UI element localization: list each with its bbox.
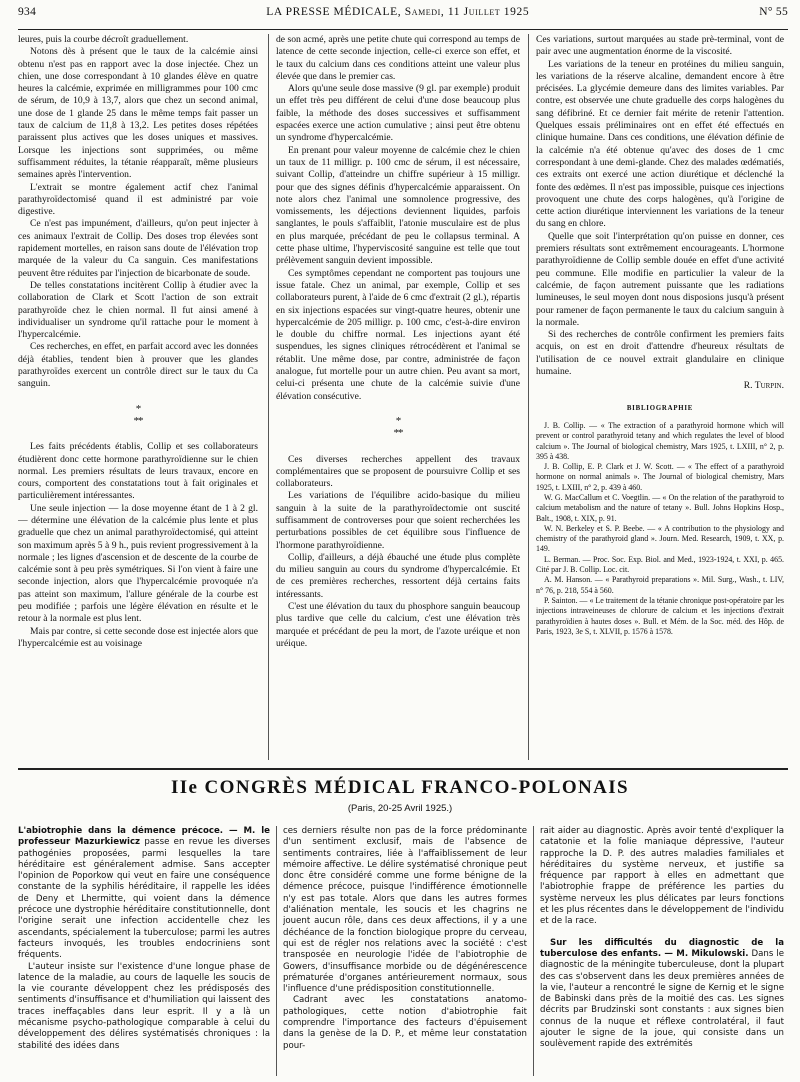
bibliography-entry: W. N. Berkeley et S. P. Beebe. — « A contribution to the physiology and chemistry of the parathyroid gland ». Journ. Med. Research, 1909, t. XX, p. 149.	[536, 523, 784, 554]
bibliography-entry: A. M. Hanson. — « Parathyroid preparations ». Mil. Surg., Wash., t. LIV, n° 76, p. 218, 554 à 560.	[536, 575, 784, 595]
section-ornament: * **	[133, 402, 143, 427]
report-text: passe en revue les diverses pathogénies proposées, parmi lesquelles la tare héréditaire est généralement admise. Sans accepter l'opinion de Poporkow qui veut en faire une conséquence constante de la syphilis héréditaire, il rappelle les idées de Deny et Lhermitte, qui voient dans la démence précoce une dystrophie héréditaire constitutionnelle, dont l'origine serait une infection accidentelle chez les ascendants, spécialement la tuberculose; parmi les autres facteurs invoqués, les troubles endocriniens sont fréquents.	[18, 837, 270, 961]
column-divider	[528, 34, 529, 760]
paragraph: En prenant pour valeur moyenne de calcémie chez le chien un taux de 11 milligr. p. 100 cmc de sérum, il est nécessaire, suivant Collip, d'atteindre un chiffre supérieur à 15 milligr. pour que des signes définis d'hypercalcémie apparaissent. On note alors chez l'animal une somnolence progressive, des vomissements, les déjections deviennent liquides, parfois sanglantes, le pouls s'affaiblit, l'atonie musculaire est de plus en plus marquée, précédant de peu le collapsus terminal. A cette phase ultime, l'hyperviscosité sanguine est telle que tout prélèvement sanguin devient impossible.	[276, 144, 520, 267]
report-lead: L'abiotrophie dans la démence précoce. — M. le professeur Mazurkiewicz	[18, 826, 270, 848]
paragraph: Cadrant avec les constatations anatomo-pathologiques, cette notion d'abiotrophie fait comprendre l'importance des facteurs d'épuisement dans la genèse de la D. P., et même leur constatation pour-	[283, 995, 527, 1051]
paragraph: Les faits précédents établis, Collip et ses collaborateurs étudièrent donc cette hormone parathyroïdienne sur le chien normal. Les premiers résultats de leurs travaux, encore en cours, comportent des constatations tout à fait originales et particulièrement intéressantes.	[18, 441, 258, 502]
column-divider	[268, 34, 269, 760]
report-lead: Sur les difficultés du diagnostic de la tuberculose des enfants. — M. Mikulowski.	[540, 937, 784, 959]
page-header	[18, 6, 788, 28]
paragraph: L'extrait se montre également actif chez l'animal parathyroïdectomisé quand il est administré par voie digestive.	[18, 181, 258, 218]
paragraph	[18, 826, 270, 962]
issue-number: N° 55	[759, 6, 788, 18]
signature-text: R. Turpin.	[743, 380, 784, 392]
paragraph: Ces diverses recherches appellent des travaux complémentaires que se proposent de poursuivre Collip et ses collaborateurs.	[276, 453, 520, 490]
spacer	[540, 928, 784, 938]
column-divider	[533, 826, 534, 1076]
paragraph	[540, 938, 784, 1051]
report-column-2	[283, 826, 527, 1078]
column-divider	[276, 826, 277, 1076]
paragraph: Ces variations, surtout marquées au stade prè-terminal, vont de pair avec une augmentation énorme de la viscosité.	[536, 34, 784, 58]
paragraph: Ces recherches, en effet, en parfait accord avec les données déjà établies, tendent bien à prouver que les glandes parathyroïdes exercent un contrôle direct sur le taux du Ca sanguin.	[18, 341, 258, 390]
article-column-3	[536, 34, 784, 764]
paragraph: Alors qu'une seule dose massive (9 gl. par exemple) produit un effet très peu différent de celui d'une dose beaucoup plus faible, la méthode des doses successives et suffisamment espacées exerce une action cumulative ; ainsi peut être obtenu un syndrome d'hypercalcémie.	[276, 83, 520, 144]
paragraph: Notons dès à présent que le taux de la calcémie ainsi obtenu n'est pas en rapport avec la dose injectée. Chez un chien, une dose correspondant à 10 glandes élève en quatre heures la calcémie, exprimée en milligrammes pour 100 cmc de sérum, de 10,9 à 13,7, alors que chez un second animal, une dose de 1 glande 25 dans le même temps fait passer un taux de calcium de 11,8 à 13,2. Les petites doses répétées paraissent plus actives que les doses uniques et massives. Lorsque les injections sont supprimées, ou même suffisamment réduites, la tétanie réapparaît, même plusieurs semaines après l'intervention.	[18, 46, 258, 181]
section-rule	[18, 768, 788, 770]
congress-subtitle: (Paris, 20-25 Avril 1925.)	[347, 803, 453, 814]
author-signature	[536, 380, 784, 392]
paragraph: Quelle que soit l'interprétation qu'on puisse en donner, ces premiers résultats sont extrêmement encourageants. L'hormone parathyroïdienne de Collip semble douée en effet d'une activité peu commune. Elle modifie en particulier la valeur de la calcémie, de façon autrement puissante que les radiations lumineuses, le seul moyen dont nous disposions jusqu'à présent pour ramener de façon permanente le taux du calcium sanguin à la normale.	[536, 230, 784, 328]
bibliography-list	[536, 421, 784, 637]
bibliography-entry: P. Sainton. — « Le traitement de la tétanie chronique post-opératoire par les injections intraveineuses de chlorure de calcium et les injections d'extrait parathyroïdien à hautes doses ». Bull. et Mém. de la Soc. méd. des Hôp. de Paris, 1923, 3e S, t. XLVII, p. 1576 à 1578.	[536, 595, 784, 636]
paragraph: Les variations de la teneur en protéines du milieu sanguin, les variations de la réserve alcaline, demandent encore à être précisées. La glycémie demeure dans des limites variables. Par contre, est observée une chute graduelle des corps halogènes du sang défibriné. Et ce dernier fait mérite de retenir l'attention. Quelques essais préliminaires ont en effet été effectués en clinique humaine. Dans ces conditions, une élévation définie de la calcémie n'a été obtenue qu'avec des doses de 1 cmc correspondant à une demi-glande. Chez des malades œdématiés, ces extraits ont exercé une action diurétique et déclenché la fonte des œdèmes. Il n'est pas impossible, puisque ces injections provoquent une chute des corps halogènes, qu'à l'origine de cette action diurétique interviennent les variations de la teneur du sang en chlore.	[536, 58, 784, 230]
paragraph: Si des recherches de contrôle confirment les premiers faits acquis, on est en droit d'attendre d'heureux résultats de l'utilisation de ce nouvel extrait glandulaire en clinique humaine.	[536, 329, 784, 378]
paragraph: Mais par contre, si cette seconde dose est injectée alors que l'hypercalcémie est au voisinage	[18, 625, 258, 649]
header-rule	[18, 29, 788, 30]
paragraph: De telles constatations incitèrent Collip à étudier avec la collaboration de Clark et Scott l'action de son extrait parathyroïde chez le chien normal. Il fut ainsi amené à individualiser un syndrome qu'il rattache pour le moment à l'hypercalcémie.	[18, 279, 258, 341]
congress-title: IIe CONGRÈS MÉDICAL FRANCO-POLONAIS	[170, 777, 630, 798]
paragraph: Ce n'est pas impunément, d'ailleurs, qu'on peut injecter à ces animaux l'extrait de Collip. Des doses trop élevées sont rapidement mortelles, en raison sans doute de l'élévation trop marquée de la valeur du Ca sanguin. Ces manifestations peuvent être réduites par l'injection de bicarbonate de soude.	[18, 218, 258, 279]
report-column-1	[18, 826, 270, 1078]
article-column-2	[276, 34, 520, 764]
bibliography-title: BIBLIOGRAPHIE	[626, 404, 694, 412]
paragraph: rait aider au diagnostic. Après avoir tenté d'expliquer la catatonie et la folie maniaque dépressive, l'auteur rapproche la D. P. des autres maladies familiales et héréditaires du système nerveux, et justifie sa fréquence par rapport à elles en admettant que l'abiotrophie frappe de préférence les parties du système nerveux les plus délicates par leurs fonctions et les plus récentes dans le développement de l'individu et de la race.	[540, 826, 784, 927]
page-number: 934	[18, 6, 37, 18]
bibliography-entry: J. B. Collip. — « The extraction of a parathyroid hormone which will prevent or control parathyroid tetany and which regulates the level of blood calcium ». The Journal of biological chemistry, Mars 1925, t. LXIII, n° 2, p. 395 à 438.	[536, 420, 784, 461]
paragraph: C'est une élévation du taux du phosphore sanguin beaucoup plus tardive que celle du calcium, c'est une élévation très marquée et précédant de peu la mort, de l'azote uréique et non uréique.	[276, 601, 520, 649]
paragraph: Une seule injection — la dose moyenne étant de 1 à 2 gl. — détermine une élévation de la calcémie plus lente et plus graduelle que chez un animal parathyroïdectomisé, qui atteint son maximum après 5 à 9 h., puis revient progressivement à la normale ; les lignes d'ascension et de descente de la courbe de calcémie sont à peu près symétriques. Si l'on vient à faire une seconde injection, alors que l'hypercalcémie provoquée n'a pas atteint son maximum, l'allure générale de la courbe est peu modifiée ; parfois une légère élévation en résulte et le retour à la normale est plus lent.	[18, 502, 258, 625]
report-column-3	[540, 826, 784, 1078]
section-ornament: * **	[393, 414, 403, 440]
paragraph: ces derniers résulte non pas de la force prédominante d'un sentiment exclusif, mais de l'absence de sentiments contraires, liée à l'affaiblissement de leur mémoire affective. Le délire systématisé chronique peut donc être considéré comme une forme bénigne de la démence précoce, puisque l'indifférence émotionnelle n'y est pas totale. Alors que dans les autres formes d'aliénation mentale, les soucis et les chagrins ne jouent aucun rôle, dans ces deux affections, il y a une déchéance de la fonction biologique propre du cerveau, qui est de régler nos relations avec la société : c'est transposée en neurologie l'idée de l'abiotrophie de Gowers, d'insuffisance morbide ou de dégénérescence prématurée d'organes antérieurement normaux, sous l'influence d'une prédisposition constitutionnelle.	[283, 826, 527, 995]
bibliography-entry: L. Berman. — Proc. Soc. Exp. Biol. and Med., 1923-1924, t. XXI, p. 465. Cité par J. B. Collip. Loc. cit.	[536, 554, 784, 575]
paragraph: leures, puis la courbe décroît graduellement.	[18, 34, 189, 45]
bibliography-entry: J. B. Collip, E. P. Clark et J. W. Scott. — « The effect of a parathyroid hormone on normal animals ». The Journal of biological chemistry, Mars 1925, t. LXIII, n° 2, p. 439 à 460.	[536, 462, 784, 492]
paragraph: L'auteur insiste sur l'existence d'une longue phase de latence de la maladie, au cours de laquelle les soucis de la vie courante développent chez les prédisposés des sentiments d'insuffisance et d'humiliation qui laissent des traces ineffaçables dans leur esprit. Il y a là un mécanisme psycho-pathologique comparable à celui du développement des délires systématisés chroniques : la stabilité des idées dans	[18, 961, 270, 1051]
bibliography-entry: W. G. MacCallum et C. Voegtlin. — « On the relation of the parathyroid to calcium metabolism and the nature of tetany ». Bull. Johns Hopkins Hosp., Balt., 1908, t. XIX, p. 91.	[536, 492, 784, 523]
paragraph: Les variations de l'équilibre acido-basique du milieu sanguin à la suite de la parathyroïdectomie ont suscité suffisamment de controverses pour que soient recherchées les perturbations possibles de cet équilibre sous l'influence de l'hormone parathyroïdienne.	[276, 490, 520, 551]
journal-title: LA PRESSE MÉDICALE, Samedi, 11 Juillet 1925	[266, 6, 530, 18]
paragraph: Collip, d'ailleurs, a déjà ébauché une étude plus complète du milieu sanguin au cours du syndrome d'hypercalcémie. Et de ces premières recherches, ressortent déjà certains faits intéressants.	[276, 551, 520, 600]
report-text: Dans le diagnostic de la méningite tuberculeuse, dont la plupart des cas s'observent dans les deux premières années de la vie, l'auteur a rencontré le signe de Kernig et le signe de Babinski dans près de la moitié des cas. Les signes décrits par Brudzinski sont constants : aux signes bien connus de la nuque et réflexe controlatéral, il faut ajouter le signe de la joue, qui consiste dans un soulèvement rapide des extrémités	[540, 948, 784, 1050]
paragraph: de son acmé, après une petite chute qui correspond au temps de latence de cette seconde injection, celle-ci exerce son effet, et le taux du calcium dans ces conditions atteint une valeur plus élevée que dans le premier cas.	[276, 34, 520, 82]
article-column-1	[18, 34, 258, 764]
paragraph: Ces symptômes cependant ne comportent pas toujours une issue fatale. Chez un animal, par exemple, Collip et ses collaborateurs purent, à l'aide de 6 cmc d'extrait (2 gl.), répartis en six injections espacées sur vingt-quatre heures, obtenir une hypercalcémie de 205 milligr. p. 100 cmc, c'est-à-dire environ le double du chiffre normal. Les injections ayant été suspendues, les signes cliniques rétrocédèrent et l'animal se rétablit. Une même dose, par contre, administrée de façon analogue, fut mortelle pour un autre chien. Peu avant sa mort, celui-ci présenta une chute de la calcémie suivie d'une élévation consécutive.	[276, 267, 520, 402]
